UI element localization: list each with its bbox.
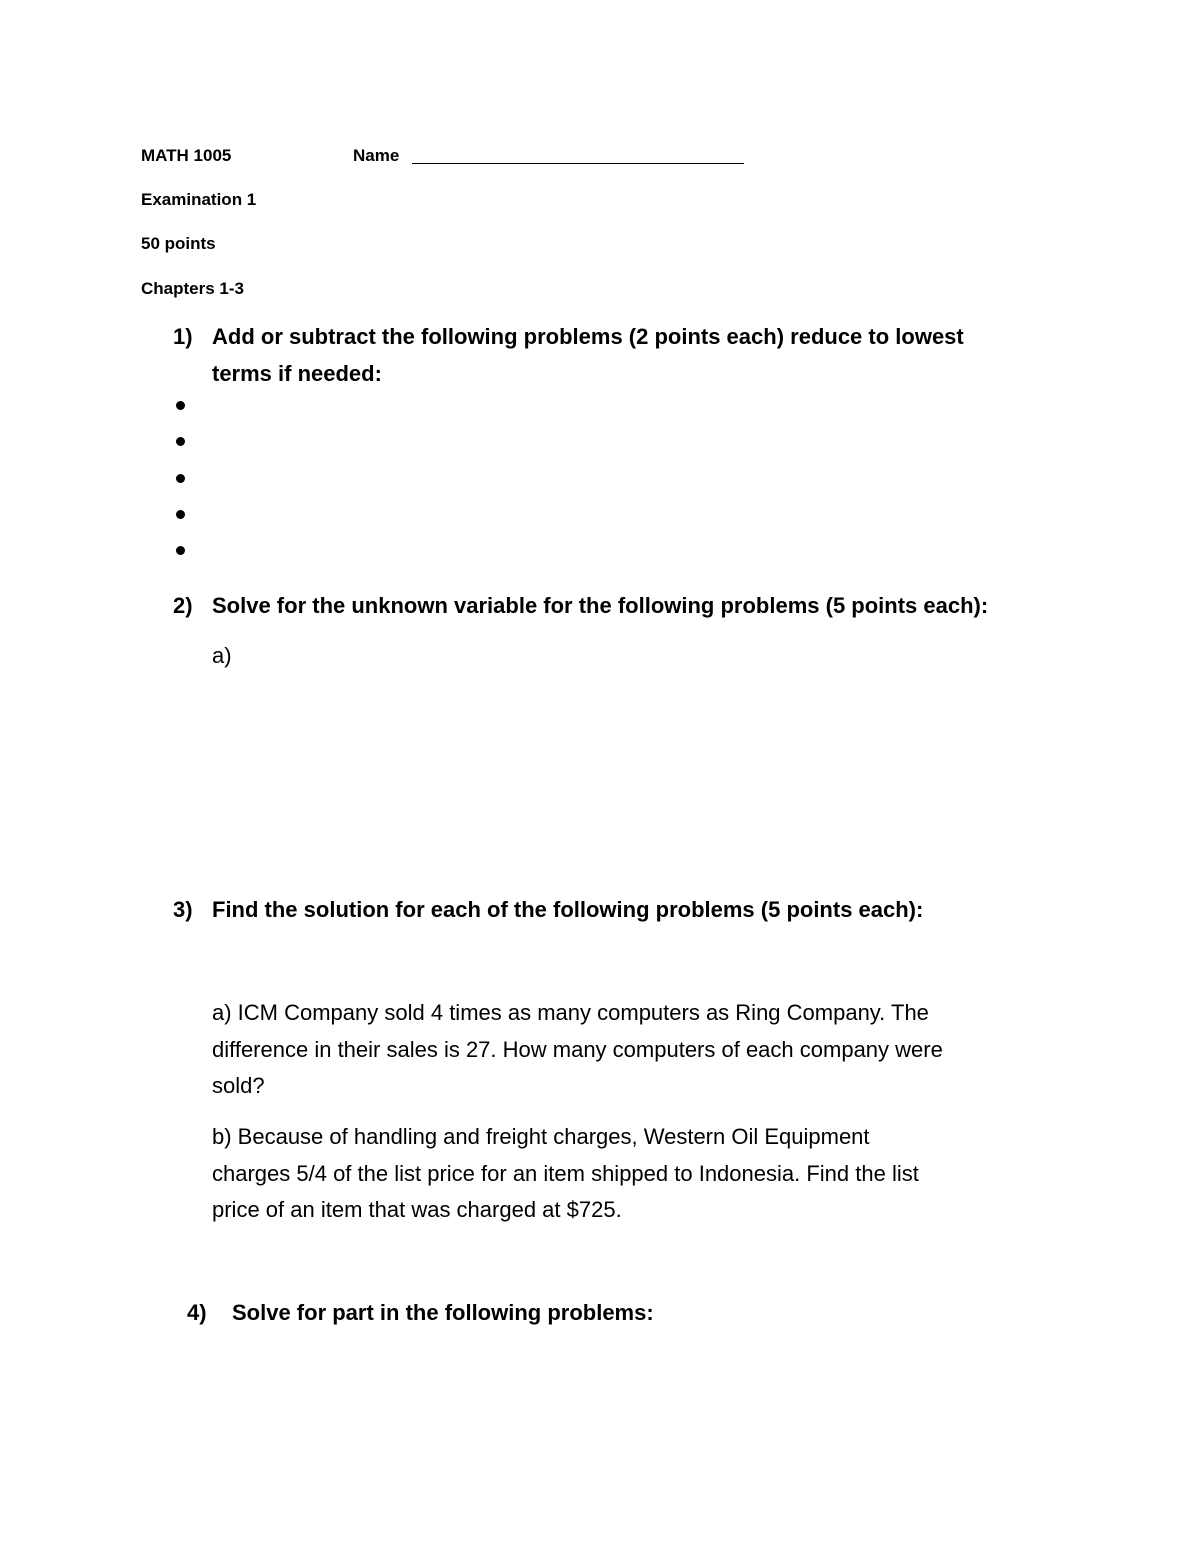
question-3b-line-2: charges 5/4 of the list price for an item shipped to Indonesia. Find the list <box>212 1161 919 1186</box>
question-2-part-a: a) <box>212 643 232 668</box>
question-3b-line-3: price of an item that was charged at $725. <box>212 1197 622 1222</box>
question-2-number: 2) <box>173 593 193 618</box>
bullet-icon <box>176 401 185 410</box>
exam-points: 50 points <box>141 234 216 253</box>
bullet-icon <box>176 474 185 483</box>
name-field-line[interactable] <box>412 163 744 164</box>
question-3a-line-2: difference in their sales is 27. How many computers of each company were <box>212 1037 943 1062</box>
bullet-icon <box>176 546 185 555</box>
question-3a-line-1: a) ICM Company sold 4 times as many computers as Ring Company. The <box>212 1000 929 1025</box>
name-label: Name <box>353 146 400 165</box>
question-4-text: Solve for part in the following problems: <box>232 1300 654 1325</box>
exam-chapters: Chapters 1-3 <box>141 279 244 298</box>
course-code: MATH 1005 <box>141 146 232 165</box>
question-3b-line-1: b) Because of handling and freight charges, Western Oil Equipment <box>212 1124 870 1149</box>
question-3-number: 3) <box>173 897 193 922</box>
question-4-number: 4) <box>187 1300 207 1325</box>
question-3-text: Find the solution for each of the following problems (5 points each): <box>212 897 924 922</box>
question-1-number: 1) <box>173 324 193 349</box>
bullet-icon <box>176 510 185 519</box>
exam-title: Examination 1 <box>141 190 257 209</box>
question-3a-line-3: sold? <box>212 1073 265 1098</box>
bullet-icon <box>176 437 185 446</box>
question-1-text-line-2: terms if needed: <box>212 361 382 386</box>
question-2-text: Solve for the unknown variable for the following problems (5 points each): <box>212 593 989 618</box>
question-1-text-line-1: Add or subtract the following problems (2 points each) reduce to lowest <box>212 324 964 349</box>
